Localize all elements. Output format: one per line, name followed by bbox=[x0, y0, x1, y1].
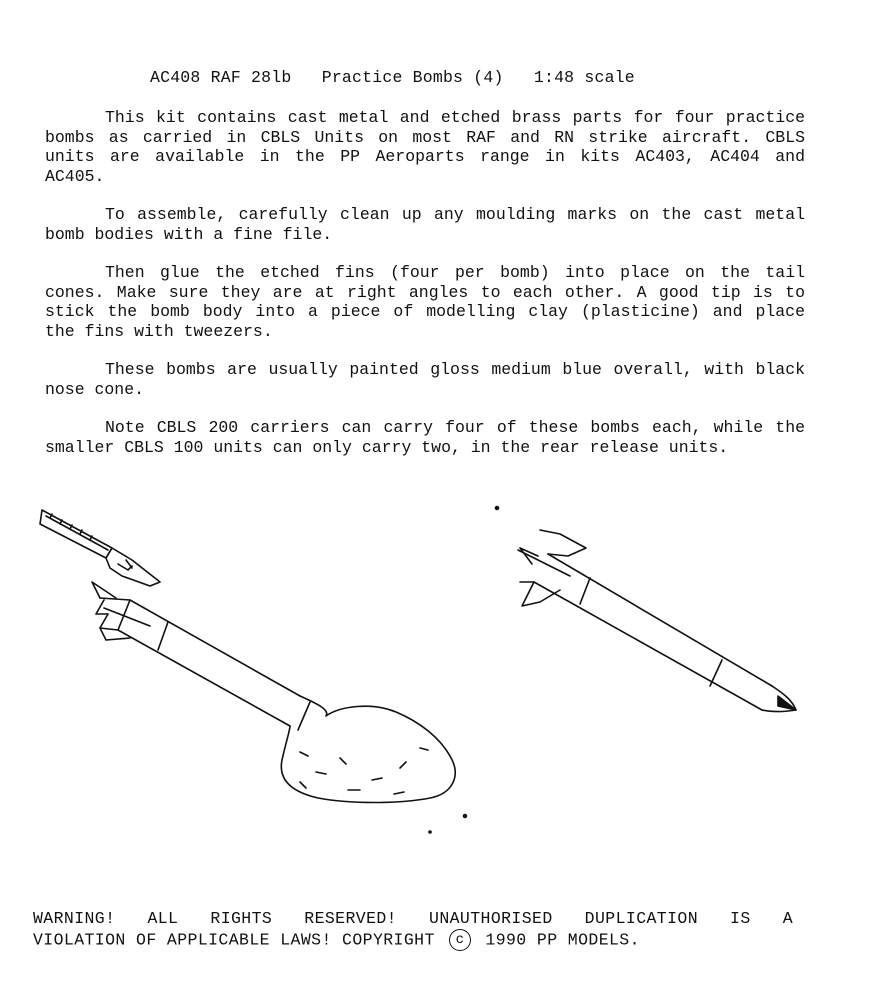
copyright-year-owner: 1990 PP MODELS. bbox=[485, 930, 640, 950]
paragraph-fins: Then glue the etched fins (four per bomb) into place on the tail cones. Make sure they are at right angles to each other. A good tip is to stick the bomb body into a piece of modelling clay (plasticine) and place the fins with tweezers. bbox=[45, 263, 805, 341]
warning-line-2 bbox=[33, 929, 793, 951]
paragraph-assemble: To assemble, carefully clean up any moulding marks on the cast metal bomb bodies with a fine file. bbox=[45, 205, 805, 244]
finished-bomb-icon bbox=[518, 530, 796, 712]
warning-line-2-text: VIOLATION OF APPLICABLE LAWS! COPYRIGHT bbox=[33, 930, 435, 950]
copyright-warning bbox=[33, 908, 793, 951]
paragraph-carriers: Note CBLS 200 carriers can carry four of these bombs each, while the smaller CBLS 100 units can only carry two, in the rear release units. bbox=[45, 418, 805, 457]
craft-knife-icon bbox=[40, 510, 160, 586]
paragraph-paint: These bombs are usually painted gloss medium blue overall, with black nose cone. bbox=[45, 360, 805, 399]
copyright-icon: c bbox=[449, 929, 471, 951]
bomb-in-clay-icon bbox=[92, 582, 455, 803]
instructions-body bbox=[45, 108, 805, 476]
warning-line-1: WARNING! ALL RIGHTS RESERVED! UNAUTHORISED DUPLICATION IS A bbox=[33, 909, 793, 928]
assembly-illustration bbox=[0, 490, 870, 850]
page-title: AC408 RAF 28lb Practice Bombs (4) 1:48 scale bbox=[150, 68, 635, 87]
paragraph-intro: This kit contains cast metal and etched brass parts for four practice bombs as carried in CBLS Units on most RAF and RN strike aircraft. CBLS units are available in the PP Aeroparts range in kits AC403, AC404 and AC405. bbox=[45, 108, 805, 186]
